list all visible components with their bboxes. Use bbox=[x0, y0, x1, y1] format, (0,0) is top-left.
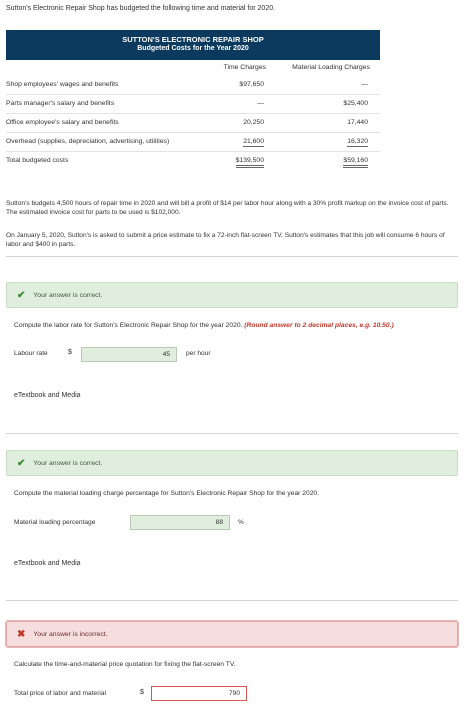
budget-column-headers bbox=[6, 60, 380, 75]
labour-rate-label: Labour rate bbox=[14, 350, 48, 357]
scenario-text-1: Sutton's budgets 4,500 hours of repair time in 2020 and will bill a profit of $14 per labor hour along with a 30% profit markup on the invoice cost of parts. The estimated invoice cost for parts to be used is $102,000. bbox=[6, 200, 449, 216]
result-banner-incorrect bbox=[6, 621, 458, 647]
question-text: Compute the material loading charge percentage for Sutton's Electronic Repair Shop for the year 2020. bbox=[14, 490, 319, 497]
labour-rate-unit: per hour bbox=[186, 350, 211, 357]
scenario-text-2: On January 5, 2020, Sutton's is asked to submit a price estimate to fix a 72-inch flat-screen TV. Sutton's estimates that this job will consume 6 hours of labor and $400 in parts. bbox=[6, 232, 445, 248]
budget-subtitle: Budgeted Costs for the Year 2020 bbox=[137, 45, 249, 52]
etextbook-link[interactable]: eTextbook and Media bbox=[14, 560, 81, 567]
result-text: Your answer is correct. bbox=[33, 459, 103, 467]
row-material: 17,440 bbox=[276, 113, 380, 132]
question-text: Calculate the time-and-material price quotation for fixing the flat-screen TV. bbox=[14, 661, 236, 668]
total-price-input[interactable]: 790 bbox=[151, 686, 247, 701]
row-time: — bbox=[206, 94, 276, 113]
result-text: Your answer is incorrect. bbox=[33, 630, 108, 638]
intro-text: Sutton's Electronic Repair Shop has budgeted the following time and material for 2020. bbox=[6, 5, 276, 12]
result-banner-correct bbox=[6, 282, 458, 308]
percent-unit: % bbox=[238, 519, 244, 526]
material-loading-label: Material loading percentage bbox=[14, 519, 96, 526]
checkmark-icon: ✔ bbox=[17, 457, 26, 469]
budget-grid bbox=[6, 60, 380, 170]
total-price-label: Total price of labor and material bbox=[14, 690, 106, 697]
etextbook-link[interactable]: eTextbook and Media bbox=[14, 392, 81, 399]
col-material-loading: Material Loading Charges bbox=[292, 64, 370, 71]
row-label: Shop employees' wages and benefits bbox=[6, 75, 206, 94]
table-row bbox=[6, 132, 380, 151]
row-label: Total budgeted costs bbox=[6, 157, 69, 165]
row-material: — bbox=[276, 75, 380, 94]
budget-header bbox=[6, 30, 380, 60]
row-time: 20,250 bbox=[206, 113, 276, 132]
currency-symbol: $ bbox=[68, 349, 72, 356]
budget-table bbox=[6, 30, 380, 170]
checkmark-icon: ✔ bbox=[17, 289, 26, 301]
material-loading-input[interactable]: 88 bbox=[130, 515, 230, 530]
table-row bbox=[6, 113, 380, 132]
question-text: Compute the labor rate for Sutton's Electronic Repair Shop for the year 2020. (Round answer to 2 decimal places, e.g. 10.50.) bbox=[14, 322, 394, 329]
col-time-charges: Time Charges bbox=[223, 64, 266, 71]
divider bbox=[6, 433, 458, 434]
result-text: Your answer is correct. bbox=[33, 291, 103, 299]
table-row bbox=[6, 94, 380, 113]
row-material: $25,400 bbox=[276, 94, 380, 113]
cross-icon: ✖ bbox=[17, 628, 26, 640]
row-material: 16,320 bbox=[347, 138, 368, 145]
divider bbox=[6, 256, 458, 257]
labour-rate-input[interactable]: 45 bbox=[81, 347, 177, 362]
currency-symbol: $ bbox=[140, 689, 144, 696]
result-banner-correct bbox=[6, 450, 458, 476]
budget-title: SUTTON'S ELECTRONIC REPAIR SHOP bbox=[122, 35, 264, 44]
table-row bbox=[6, 75, 380, 94]
row-time: 21,600 bbox=[243, 138, 264, 145]
table-row-total bbox=[6, 151, 380, 170]
row-label: Office employee's salary and benefits bbox=[6, 113, 206, 132]
divider bbox=[6, 600, 458, 601]
row-time: $97,650 bbox=[206, 75, 276, 94]
rounding-hint: (Round answer to 2 decimal places, e.g. 10.50.) bbox=[244, 322, 394, 329]
row-label: Parts manager's salary and benefits bbox=[6, 94, 206, 113]
row-material: $59,160 bbox=[343, 157, 368, 168]
row-time: $139,500 bbox=[236, 157, 264, 168]
row-label: Overhead (supplies, depreciation, advertising, utilities) bbox=[6, 132, 206, 151]
